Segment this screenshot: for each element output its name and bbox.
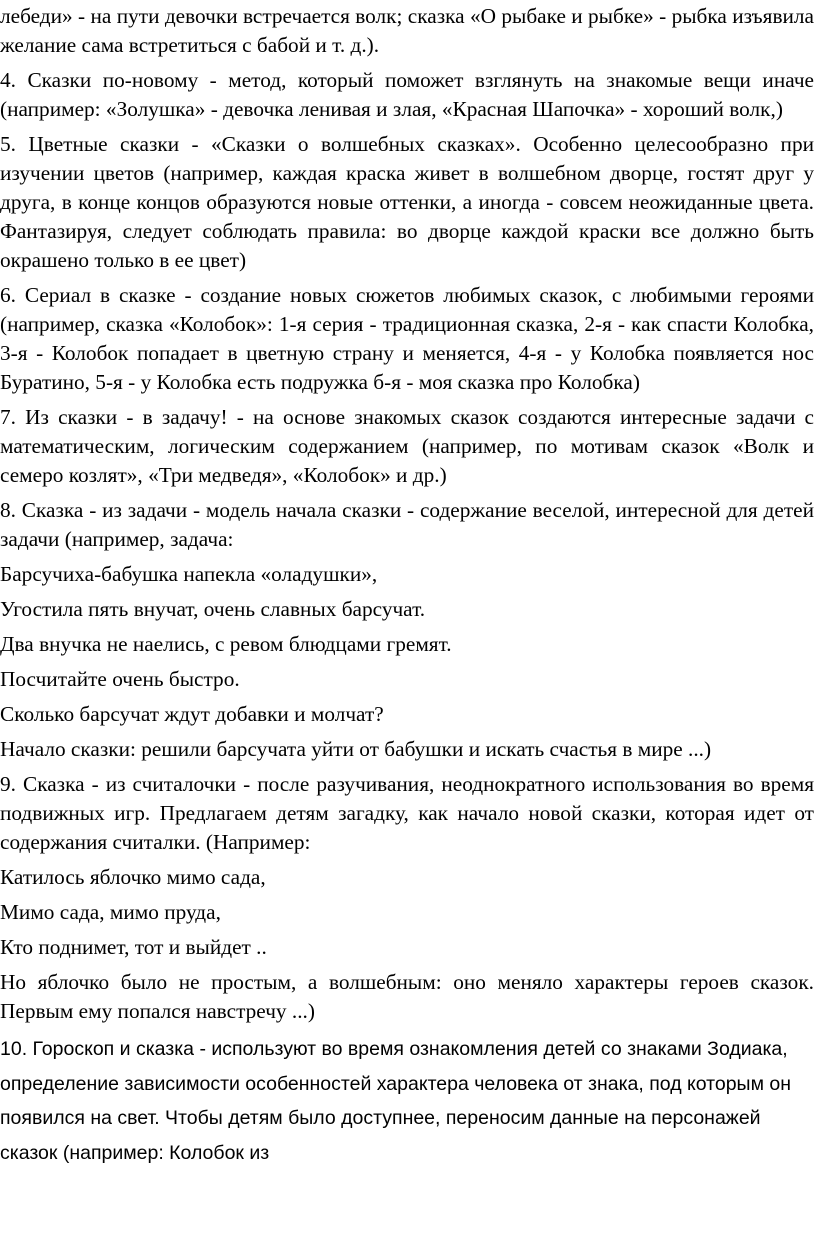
paragraph-item-7: 7. Из сказки - в задачу! - на основе знакомых сказок создаются интересные задачи с математическим, логическим содержанием (например, по мотивам сказок «Волк и семеро козлят», «Три медведя», «Колобок» и др.) (0, 405, 814, 487)
paragraph-item-4: 4. Сказки по-новому - метод, который поможет взглянуть на знакомые вещи иначе (например: «Золушка» - девочка ленивая и злая, «Красная Шапочка» - хороший волк,) (0, 68, 814, 121)
paragraph-swans-continuation: лебеди» - на пути девочки встречается волк; сказка «О рыбаке и рыбке» - рыбка изъявила желание сама встретиться с бабой и т. д.). (0, 4, 814, 57)
rhyme-line: Кто поднимет, тот и выйдет .. (0, 935, 267, 959)
paragraph-item-9: 9. Сказка - из считалочки - после разучивания, неоднократного использования во время подвижных игр. Предлагаем детям загадку, как начало новой сказки, которая идет от содержания считалки. (Например: (0, 772, 814, 854)
paragraph-item-6: 6. Сериал в сказке - создание новых сюжетов любимых сказок, с любимыми героями (например, сказка «Колобок»: 1-я серия - традиционная сказка, 2-я - как спасти Колобка, 3-я - Колобок попадает в цветную страну и меняется, 4-я - у Колобка появляется нос Буратино, 5-я - у Колобка есть подружка б-я - моя сказка про Колобка) (0, 283, 814, 394)
poem-line: Барсучиха-бабушка напекла «оладушки», (0, 562, 378, 586)
poem-line: Сколько барсучат ждут добавки и молчат? (0, 702, 384, 726)
poem-line: Угостила пять внучат, очень славных барсучат. (0, 597, 426, 621)
paragraph-item-8: 8. Сказка - из задачи - модель начала сказки - содержание веселой, интересной для детей задачи (например, задача: (0, 498, 814, 551)
paragraph-apple-tale: Но яблочко было не простым, а волшебным: оно меняло характеры героев сказок. Первым ему попался навстречу ...) (0, 970, 814, 1023)
rhyme-line: Катилось яблочко мимо сада, (0, 865, 266, 889)
poem-line: Посчитайте очень быстро. (0, 667, 240, 691)
rhyme-line: Мимо сада, мимо пруда, (0, 900, 221, 924)
poem-line: Два внучка не наелись, с ревом блюдцами гремят. (0, 632, 452, 656)
paragraph-item-5: 5. Цветные сказки - «Сказки о волшебных сказках». Особенно целесообразно при изучении цветов (например, каждая краска живет в волшебном дворце, гостят друг у друга, в конце концов образуются новые оттенки, а иногда - совсем неожиданные цвета. Фантазируя, следует соблюдать правила: во дворце каждой краски все должно быть окрашено только в ее цвет) (0, 132, 814, 272)
paragraph-item-10: 10. Гороскоп и сказка - используют во время ознакомления детей со знаками Зодиака, определение зависимости особенностей характера человека от знака, под которым он появился на свет. Чтобы детям было доступнее, переносим данные на персонажей сказок (например: Колобок из (0, 1038, 792, 1164)
paragraph-tale-start: Начало сказки: решили барсучата уйти от бабушки и искать счастья в мире ...) (0, 737, 712, 761)
